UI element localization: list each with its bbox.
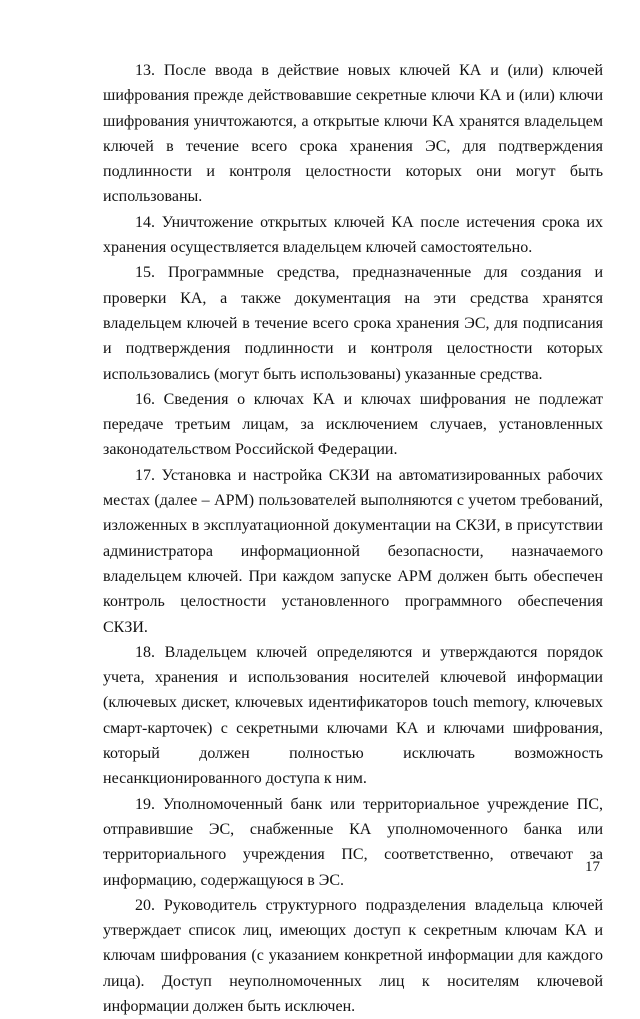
paragraph-20: 20. Руководитель структурного подразделения владельца ключей утверждает список лиц, имеющих доступ к секретным ключам КА и ключам шифрования (с указанием конкретной информации для каждого лица). Доступ неуполномоченных лиц к носителям ключевой информации должен быть исключен.	[103, 896, 603, 1015]
document-body	[103, 58, 603, 1019]
paragraph-13: 13. После ввода в действие новых ключей КА и (или) ключей шифрования прежде действовавшие секретные ключи КА и (или) ключи шифрования уничтожаются, а открытые ключи КА хранятся владельцем ключей в течение всего срока хранения ЭС, для подтверждения подлинности и контроля целостности которых они могут быть использованы.	[103, 62, 603, 206]
page-number: 17	[585, 859, 600, 875]
paragraph-15: 15. Программные средства, предназначенные для создания и проверки КА, а также документация на эти средства хранятся владельцем ключей в течение всего срока хранения ЭС, для подписания и подтверждения подлинности и контроля целостности которых использовались (могут быть использованы) указанные средства.	[103, 264, 603, 383]
paragraph-16: 16. Сведения о ключах КА и ключах шифрования не подлежат передаче третьим лицам, за исключением случаев, установленных законодательством Российской Федерации.	[103, 390, 603, 459]
paragraph-19: 19. Уполномоченный банк или территориальное учреждение ПС, отправившие ЭС, снабженные КА уполномоченного банка или территориального учреждения ПС, соответственно, отвечают за информацию, содержащуюся в ЭС.	[103, 795, 603, 889]
paragraph-14: 14. Уничтожение открытых ключей КА после истечения срока их хранения осуществляется владельцем ключей самостоятельно.	[103, 213, 603, 257]
paragraph-18: 18. Владельцем ключей определяются и утверждаются порядок учета, хранения и использования носителей ключевой информации (ключевых дискет, ключевых идентификаторов touch memory, ключевых смарт-карточек) с секретными ключами КА и ключами шифрования, который должен полностью исключать возможность несанкционированного доступа к ним.	[103, 643, 603, 788]
paragraph-17: 17. Установка и настройка СКЗИ на автоматизированных рабочих местах (далее – АРМ) пользователей выполняются с учетом требований, изложенных в эксплуатационной документации на СКЗИ, в присутствии администратора информационной безопасности, назначаемого владельцем ключей. При каждом запуске АРМ должен быть обеспечен контроль целостности установленного программного обеспечения СКЗИ.	[103, 466, 603, 636]
